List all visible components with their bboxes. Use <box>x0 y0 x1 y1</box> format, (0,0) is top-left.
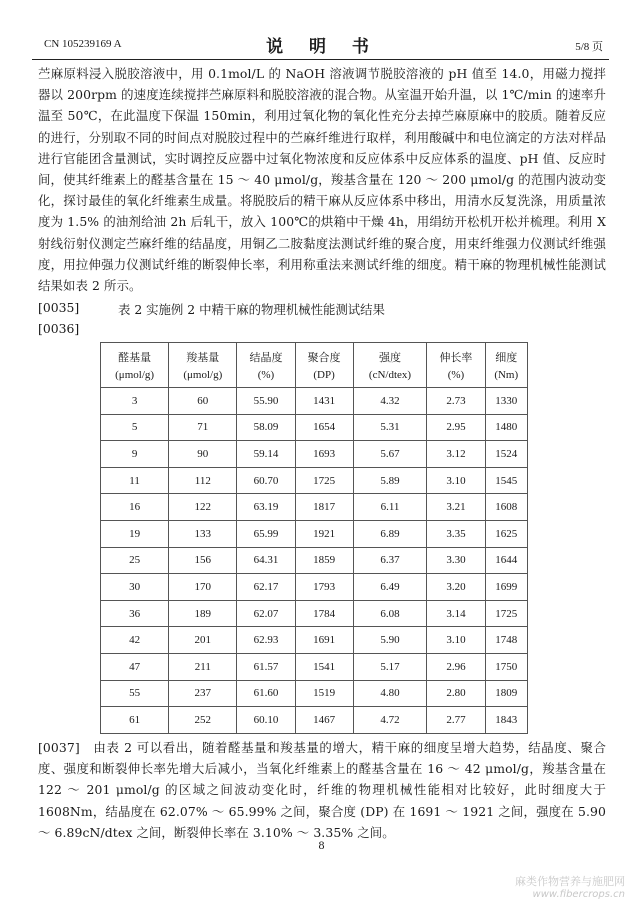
paragraph-0034: 苎麻原料浸入脱胶溶液中，用 0.1mol/L 的 NaOH 溶液调节脱胶溶液的 pH 值至 14.0，用磁力搅拌器以 200rpm 的速度连续搅拌苎麻原料和脱胶溶液的混合物。从室温开始升温，以 1℃/min 的速率升温至 50℃，在此温度下保温 150min，利用过氧化物的氧化性充分去掉苎麻原麻中的胶质。随着反应的进行，分别取不同的时间点对脱胶过程中的苎麻纤维进行取样，利用酸碱中和电位滴定的方法对样品进行官能团含量测试，实时调控反应器中过氧化物浓度和反应体系中反应体系的温度、pH 值、反应时间，使其纤维素上的醛基含量在 15 ～ 40 μmol/g，羧基含量在 120 ～ 200 μmol/g 的范围内波动变化，探讨最佳的氧化纤维素生成量。将脱胶后的精干麻从反应体系中移出，用清水反复洗涤，用质量浓度为 1.5% 的油剂给油 2h 后轧干，放入 100℃的烘箱中干燥 4h，用绢纺开松机开松并梳理。利用 X 射线衍射仪测定苎麻纤维的结晶度，用铜乙二胺黏度法测试纤维的聚合度，用束纤维强力仪测试纤维强度，用拉伸强力仪测试纤维的断裂伸长率，利用称重法来测试纤维的细度。精干麻的物理机械性能测试结果如表 2 所示。 <box>38 66 606 294</box>
column-header-unit: (Nm) <box>494 369 519 381</box>
table-cell: 1748 <box>485 627 528 654</box>
table-cell: 6.49 <box>353 574 427 601</box>
column-header-name: 细度 <box>495 352 518 364</box>
table-cell: 62.07 <box>237 600 295 627</box>
table-cell: 211 <box>169 653 237 680</box>
page-header <box>30 30 615 56</box>
table-row <box>101 680 528 707</box>
table-cell: 1784 <box>295 600 353 627</box>
table-cell: 1809 <box>485 680 528 707</box>
table-cell: 5.89 <box>353 467 427 494</box>
table-cell: 42 <box>101 627 169 654</box>
table-cell: 170 <box>169 574 237 601</box>
table-row <box>101 547 528 574</box>
column-header-name: 结晶度 <box>249 352 283 364</box>
column-header-unit: (cN/dtex) <box>368 369 412 381</box>
table-row <box>101 414 528 441</box>
table-cell: 1480 <box>485 414 528 441</box>
table-cell: 65.99 <box>237 520 295 547</box>
table-cell: 6.08 <box>353 600 427 627</box>
table-cell: 237 <box>169 680 237 707</box>
paragraph-0037: [0037] 由表 2 可以看出，随着醛基量和羧基量的增大，精干麻的细度呈增大趋势，结晶度、聚合度、强度和断裂伸长率先增大后减小，当氧化纤维素上的醛基含量在 16 ～ 42 μmol/g，羧基含量在 122 ～ 201 μmol/g 的区域之间波动变化时，纤维的物理机械性能相对比较好，此时细度大于 1608Nm，结晶度在 62.07% ～ 65.99% 之间，聚合度 (DP) 在 1691 ～ 1921 之间，强度在 5.90 ～ 6.89cN/dtex 之间，断裂伸长率在 3.10% ～ 3.35% 之间。 <box>38 740 606 840</box>
table-cell: 2.77 <box>427 707 485 734</box>
table-cell: 5.31 <box>353 414 427 441</box>
column-header-unit: (%) <box>447 369 465 381</box>
column-header-unit: (μmol/g) <box>115 369 155 381</box>
table-cell: 6.11 <box>353 494 427 521</box>
table-cell: 61.60 <box>237 680 295 707</box>
table-cell: 1524 <box>485 441 528 468</box>
watermark-title: 麻类作物营养与施肥网 <box>515 875 625 888</box>
table-cell: 30 <box>101 574 169 601</box>
table-cell: 58.09 <box>237 414 295 441</box>
table-cell: 3.35 <box>427 520 485 547</box>
table-cell: 61.57 <box>237 653 295 680</box>
table-cell: 3.14 <box>427 600 485 627</box>
table-cell: 189 <box>169 600 237 627</box>
table-cell: 2.80 <box>427 680 485 707</box>
column-header <box>169 343 237 388</box>
table-cell: 4.72 <box>353 707 427 734</box>
table-row <box>101 653 528 680</box>
column-header <box>237 343 295 388</box>
column-header-name: 强度 <box>379 352 401 364</box>
table-cell: 1921 <box>295 520 353 547</box>
table-cell: 2.96 <box>427 653 485 680</box>
table-cell: 1725 <box>295 467 353 494</box>
table-cell: 62.17 <box>237 574 295 601</box>
table-cell: 16 <box>101 494 169 521</box>
watermark-url: www.fibercrops.cn <box>532 889 625 900</box>
table-cell: 3.20 <box>427 574 485 601</box>
table-cell: 5 <box>101 414 169 441</box>
table-cell: 1330 <box>485 388 528 415</box>
table-cell: 1793 <box>295 574 353 601</box>
table-row <box>101 520 528 547</box>
table-cell: 122 <box>169 494 237 521</box>
table-cell: 5.17 <box>353 653 427 680</box>
column-header <box>295 343 353 388</box>
table-cell: 19 <box>101 520 169 547</box>
table-cell: 61 <box>101 707 169 734</box>
table-cell: 6.37 <box>353 547 427 574</box>
para-tag-0035: [0035] <box>38 300 80 315</box>
table-cell: 90 <box>169 441 237 468</box>
table-cell: 1817 <box>295 494 353 521</box>
table-cell: 60.10 <box>237 707 295 734</box>
column-header-unit: (μmol/g) <box>183 369 223 381</box>
table-cell: 55 <box>101 680 169 707</box>
column-header-name: 聚合度 <box>307 352 341 364</box>
table-caption: 表 2 实施例 2 中精干麻的物理机械性能测试结果 <box>118 302 385 317</box>
page-fraction: 5/8 页 <box>575 41 603 53</box>
table-cell: 63.19 <box>237 494 295 521</box>
table-cell: 1545 <box>485 467 528 494</box>
table-cell: 3.12 <box>427 441 485 468</box>
table-cell: 9 <box>101 441 169 468</box>
table-cell: 1750 <box>485 653 528 680</box>
table-cell: 5.90 <box>353 627 427 654</box>
table-cell: 59.14 <box>237 441 295 468</box>
table-cell: 25 <box>101 547 169 574</box>
table-cell: 55.90 <box>237 388 295 415</box>
table-row <box>101 627 528 654</box>
table-cell: 3.21 <box>427 494 485 521</box>
table-cell: 156 <box>169 547 237 574</box>
column-header-unit: (%) <box>257 369 275 381</box>
table-cell: 3.10 <box>427 627 485 654</box>
page-number: 8 <box>318 838 325 852</box>
table-cell: 64.31 <box>237 547 295 574</box>
table-cell: 1725 <box>485 600 528 627</box>
column-header <box>101 343 169 388</box>
table-cell: 60 <box>169 388 237 415</box>
table-cell: 133 <box>169 520 237 547</box>
table-cell: 1691 <box>295 627 353 654</box>
column-header <box>353 343 427 388</box>
table-cell: 252 <box>169 707 237 734</box>
table-cell: 2.73 <box>427 388 485 415</box>
table-row <box>101 441 528 468</box>
column-header-unit: (DP) <box>313 369 335 381</box>
table-cell: 1467 <box>295 707 353 734</box>
table-row <box>101 388 528 415</box>
table-header-row <box>101 343 528 388</box>
table-cell: 1859 <box>295 547 353 574</box>
table-cell: 3 <box>101 388 169 415</box>
table-row <box>101 707 528 734</box>
table-cell: 1699 <box>485 574 528 601</box>
column-header-name: 伸长率 <box>439 352 473 364</box>
table-cell: 4.32 <box>353 388 427 415</box>
table-cell: 1644 <box>485 547 528 574</box>
table-cell: 2.95 <box>427 414 485 441</box>
table-cell: 6.89 <box>353 520 427 547</box>
table-cell: 1625 <box>485 520 528 547</box>
header-rule <box>32 59 609 60</box>
table-cell: 1541 <box>295 653 353 680</box>
properties-table <box>100 342 528 734</box>
table-cell: 3.30 <box>427 547 485 574</box>
table-cell: 11 <box>101 467 169 494</box>
table-cell: 1431 <box>295 388 353 415</box>
table-row <box>101 494 528 521</box>
watermark <box>515 873 625 900</box>
table-cell: 1693 <box>295 441 353 468</box>
column-header-name: 醛基量 <box>118 352 152 364</box>
table-cell: 3.10 <box>427 467 485 494</box>
table-cell: 47 <box>101 653 169 680</box>
column-header <box>485 343 528 388</box>
table-cell: 1843 <box>485 707 528 734</box>
column-header <box>427 343 485 388</box>
table-cell: 62.93 <box>237 627 295 654</box>
table-cell: 60.70 <box>237 467 295 494</box>
table-cell: 1608 <box>485 494 528 521</box>
table-cell: 201 <box>169 627 237 654</box>
table-cell: 1654 <box>295 414 353 441</box>
doc-number: CN 105239169 A <box>44 38 122 50</box>
table-cell: 71 <box>169 414 237 441</box>
table-cell: 36 <box>101 600 169 627</box>
table-row <box>101 574 528 601</box>
para-tag-0036: [0036] <box>38 321 80 336</box>
table-cell: 5.67 <box>353 441 427 468</box>
table-row <box>101 600 528 627</box>
table-cell: 1519 <box>295 680 353 707</box>
page-title: 说 明 书 <box>266 37 379 57</box>
table-row <box>101 467 528 494</box>
table-cell: 4.80 <box>353 680 427 707</box>
column-header-name: 羧基量 <box>186 352 220 364</box>
table-cell: 112 <box>169 467 237 494</box>
